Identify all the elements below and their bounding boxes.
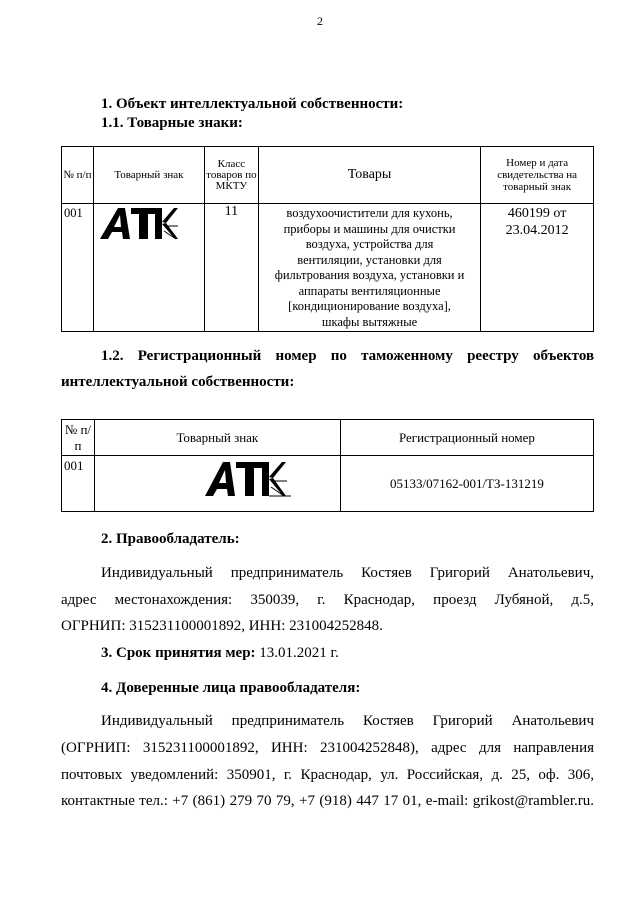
section-4-title: 4. Доверенные лица правообладателя: [101,680,361,696]
cell-class: 11 [204,204,258,332]
owner-line-3: ОГРНИП: 315231100001892, ИНН: 231004252848. [61,618,383,634]
cell-goods [258,204,480,332]
section-3-title: 3. Срок принятия мер: [101,645,256,661]
col-header-class: Класс товаров по МКТУ [204,147,258,204]
atk-logo-icon [94,204,204,244]
col-header-num: № п/п [62,420,95,456]
section-1-2-title-line1: 1.2. Регистрационный номер по таможенному реестру объектов [101,348,595,364]
table-row [62,204,594,332]
owner-line-2: адрес местонахождения: 350039, г. Краснодар, проезд Лубяной, д.5, [61,592,594,608]
trustee-line-4: контактные тел.: +7 (861) 279 70 79, +7 (918) 447 17 01, e-mail: grikost@rambler.ru. [61,793,594,809]
atk-logo-icon [95,456,340,508]
section-2-title: 2. Правообладатель: [101,531,240,547]
goods-line: приборы и машины для очистки [283,221,456,236]
trademarks-table [61,146,594,332]
page-number: 2 [317,14,323,28]
cell-num: 001 [62,204,94,332]
goods-line: шкафы вытяжные [321,314,418,329]
cert-number: 460199 от [507,206,567,221]
trustee-line-2: (ОГРНИП: 315231100001892, ИНН: 231004252848), адрес для направления [61,740,594,756]
goods-line: фильтрования воздуха, установки и [274,268,465,282]
col-header-mark: Товарный знак [94,420,340,456]
col-header-goods: Товары [258,147,480,204]
cell-cert [481,204,594,332]
section-1-2-title-line2: интеллектуальной собственности: [61,374,295,390]
goods-line: вентиляции, установки для [297,252,442,267]
cell-logo [93,204,204,332]
section-3-value: 13.01.2021 г. [259,645,339,661]
cell-logo [94,456,340,512]
cert-date: 23.04.2012 [505,223,569,238]
goods-line: воздухоочистители для кухонь, [286,206,453,220]
table-header-row [62,420,594,456]
section-3 [101,645,339,662]
col-header-reg: Регистрационный номер [340,420,593,456]
registration-table [61,419,594,512]
table-header-row [62,147,594,204]
col-header-mark: Товарный знак [93,147,204,204]
col-header-num: № п/п [62,147,94,204]
cell-reg-number: 05133/07162-001/ТЗ-131219 [340,456,593,512]
trustee-line-3: почтовых уведомлений: 350901, г. Краснодар, ул. Российская, д. 25, оф. 306, [61,767,594,783]
goods-line: аппараты вентиляционные [298,283,441,298]
goods-line: воздуха, устройства для [305,237,434,251]
col-header-cert: Номер и дата свидетельства на товарный знак [481,147,594,204]
table-row [62,456,594,512]
section-1-1-title: 1.1. Товарные знаки: [101,115,243,131]
trustee-line-1: Индивидуальный предприниматель Костяев Григорий Анатольевич [101,713,594,729]
owner-line-1: Индивидуальный предприниматель Костяев Григорий Анатольевич, [101,565,594,581]
goods-line: [кондиционирование воздуха], [288,299,451,313]
cell-num: 001 [62,456,95,512]
section-1-title: 1. Объект интеллектуальной собственности: [101,96,404,112]
